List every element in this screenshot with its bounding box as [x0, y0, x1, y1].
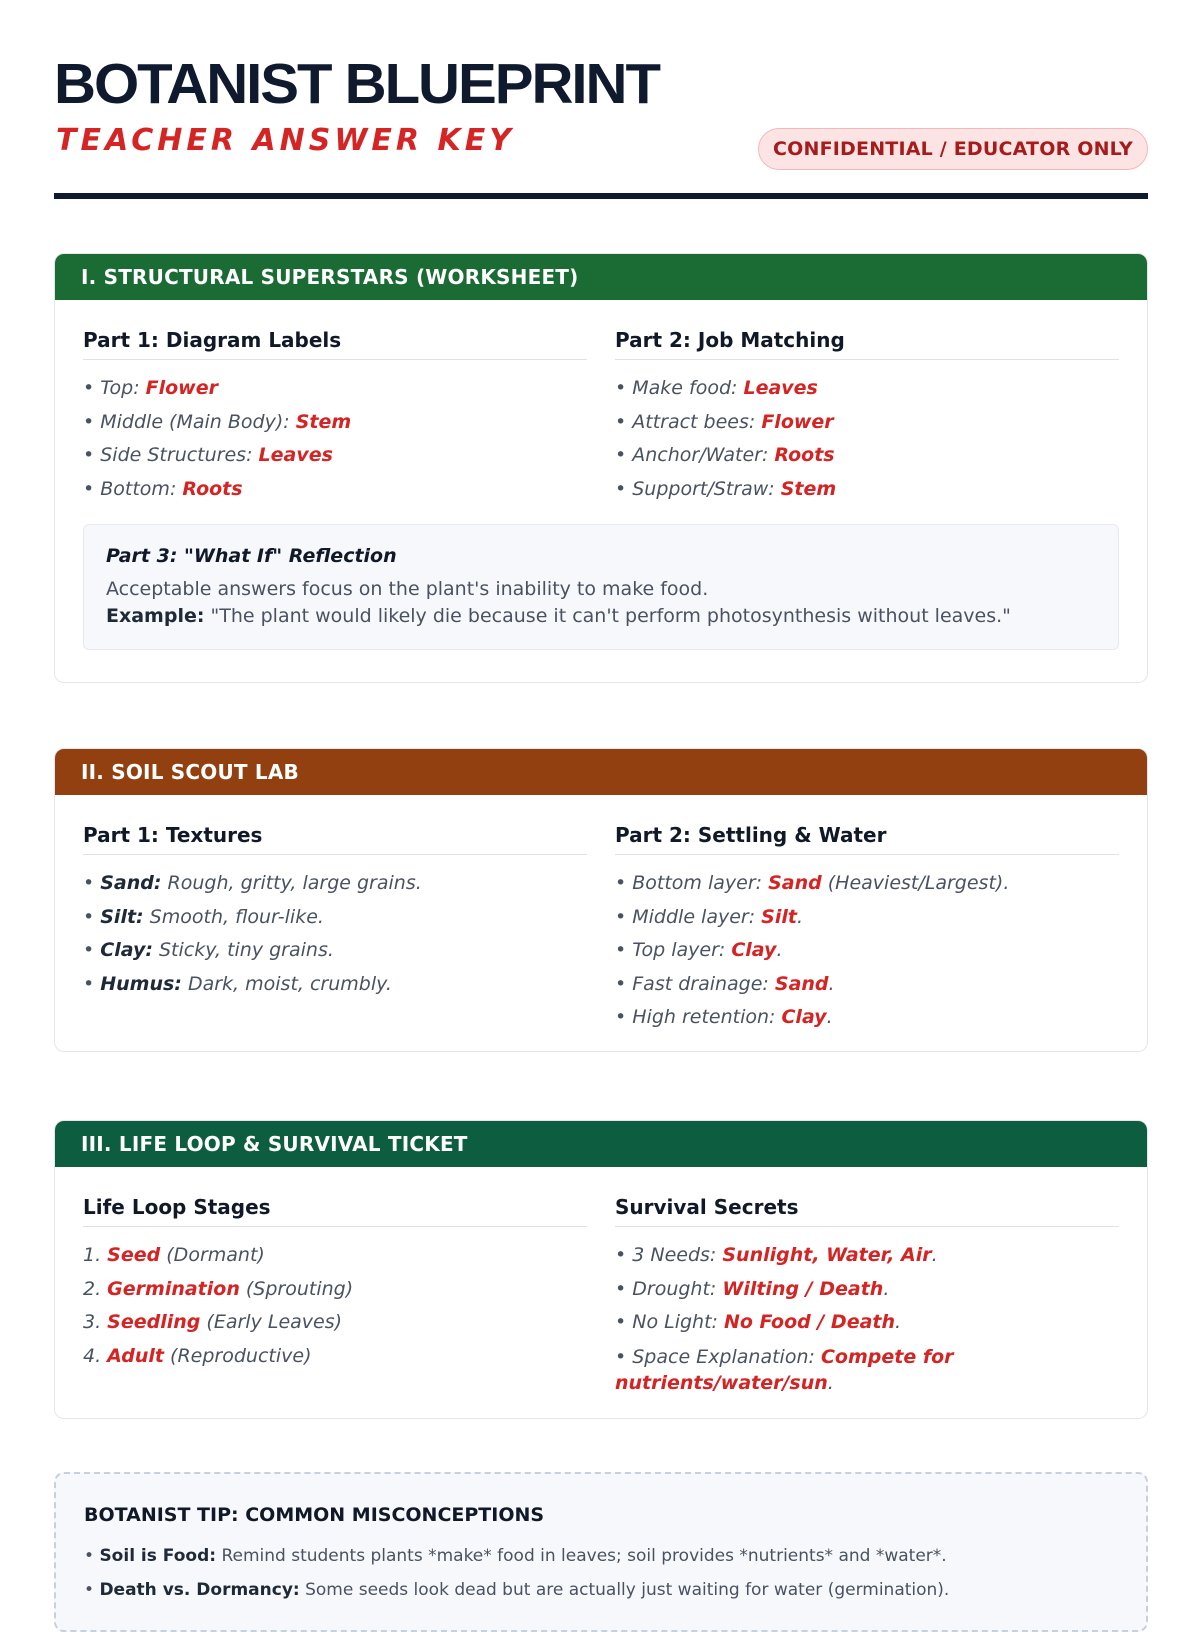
list-item: • Middle layer: Silt. — [615, 905, 803, 928]
list-item: • Attract bees: Flower — [615, 410, 834, 433]
survival-secrets — [615, 1195, 1119, 1396]
list-item: • Fast drainage: Sand. — [615, 972, 835, 995]
list-item: • Support/Straw: Stem — [615, 477, 837, 500]
list-item: • Anchor/Water: Roots — [615, 444, 835, 466]
part1-diagram-labels — [83, 328, 587, 506]
section-heading: II. SOIL SCOUT LAB — [55, 749, 1147, 795]
botanist-tip-box — [54, 1472, 1148, 1632]
list-item: • Side Structures: Leaves — [83, 444, 333, 466]
reflection-example: Example: "The plant would likely die because it can't perform photosynthesis without leaves." — [106, 605, 1011, 627]
list-item: • Humus: Dark, moist, crumbly. — [83, 972, 392, 995]
column-title: Survival Secrets — [615, 1195, 1119, 1227]
column-title: Part 1: Diagram Labels — [83, 328, 587, 360]
section-life-loop-survival — [54, 1120, 1148, 1419]
life-loop-stages — [83, 1195, 587, 1373]
document-subtitle: TEACHER ANSWER KEY — [56, 123, 515, 158]
tip-item: • Death vs. Dormancy: Some seeds look dead but are actually just waiting for water (germination). — [84, 1580, 950, 1600]
confidential-badge: CONFIDENTIAL / EDUCATOR ONLY — [758, 128, 1148, 170]
document-title: BOTANIST BLUEPRINT — [54, 52, 659, 116]
list-item: • Make food: Leaves — [615, 377, 818, 399]
list-item: • Bottom layer: Sand (Heaviest/Largest). — [615, 872, 1010, 894]
list-item: 4. Adult (Reproductive) — [83, 1344, 312, 1367]
part2-settling-water — [615, 823, 1119, 1035]
list-item: • Drought: Wilting / Death. — [615, 1277, 890, 1300]
column-title: Life Loop Stages — [83, 1195, 587, 1227]
list-item: 3. Seedling (Early Leaves) — [83, 1311, 343, 1333]
list-item: • Silt: Smooth, flour-like. — [83, 905, 324, 928]
column-title: Part 2: Job Matching — [615, 328, 1119, 360]
list-item: • No Light: No Food / Death. — [615, 1311, 902, 1333]
column-title: Part 1: Textures — [83, 823, 587, 855]
list-item: • Bottom: Roots — [83, 477, 243, 500]
list-item: • Sand: Rough, gritty, large grains. — [83, 872, 422, 894]
section-heading: III. LIFE LOOP & SURVIVAL TICKET — [55, 1121, 1147, 1167]
column-title: Part 2: Settling & Water — [615, 823, 1119, 855]
list-item: 2. Germination (Sprouting) — [83, 1277, 354, 1300]
list-item: • Middle (Main Body): Stem — [83, 410, 352, 433]
list-item: • Clay: Sticky, tiny grains. — [83, 939, 334, 961]
list-item: • High retention: Clay. — [615, 1006, 833, 1028]
section-structural-superstars — [54, 253, 1148, 683]
header-divider — [54, 193, 1148, 199]
list-item: • Top layer: Clay. — [615, 939, 783, 961]
part1-textures — [83, 823, 587, 1001]
list-item: • 3 Needs: Sunlight, Water, Air. — [615, 1244, 938, 1266]
list-item: • Top: Flower — [83, 377, 218, 399]
tip-item: • Soil is Food: Remind students plants *make* food in leaves; soil provides *nutrients* and *water*. — [84, 1546, 947, 1566]
reflection-text: Acceptable answers focus on the plant's inability to make food. — [106, 578, 709, 600]
section-soil-scout-lab — [54, 748, 1148, 1052]
section-heading: I. STRUCTURAL SUPERSTARS (WORKSHEET) — [55, 254, 1147, 300]
reflection-title: Part 3: "What If" Reflection — [106, 545, 397, 567]
tip-title: BOTANIST TIP: COMMON MISCONCEPTIONS — [84, 1504, 545, 1526]
list-item: • Space Explanation: Compete for nutrients/water/sun. — [615, 1345, 954, 1394]
part2-job-matching — [615, 328, 1119, 506]
list-item: 1. Seed (Dormant) — [83, 1244, 265, 1266]
part3-reflection-box — [83, 524, 1119, 650]
